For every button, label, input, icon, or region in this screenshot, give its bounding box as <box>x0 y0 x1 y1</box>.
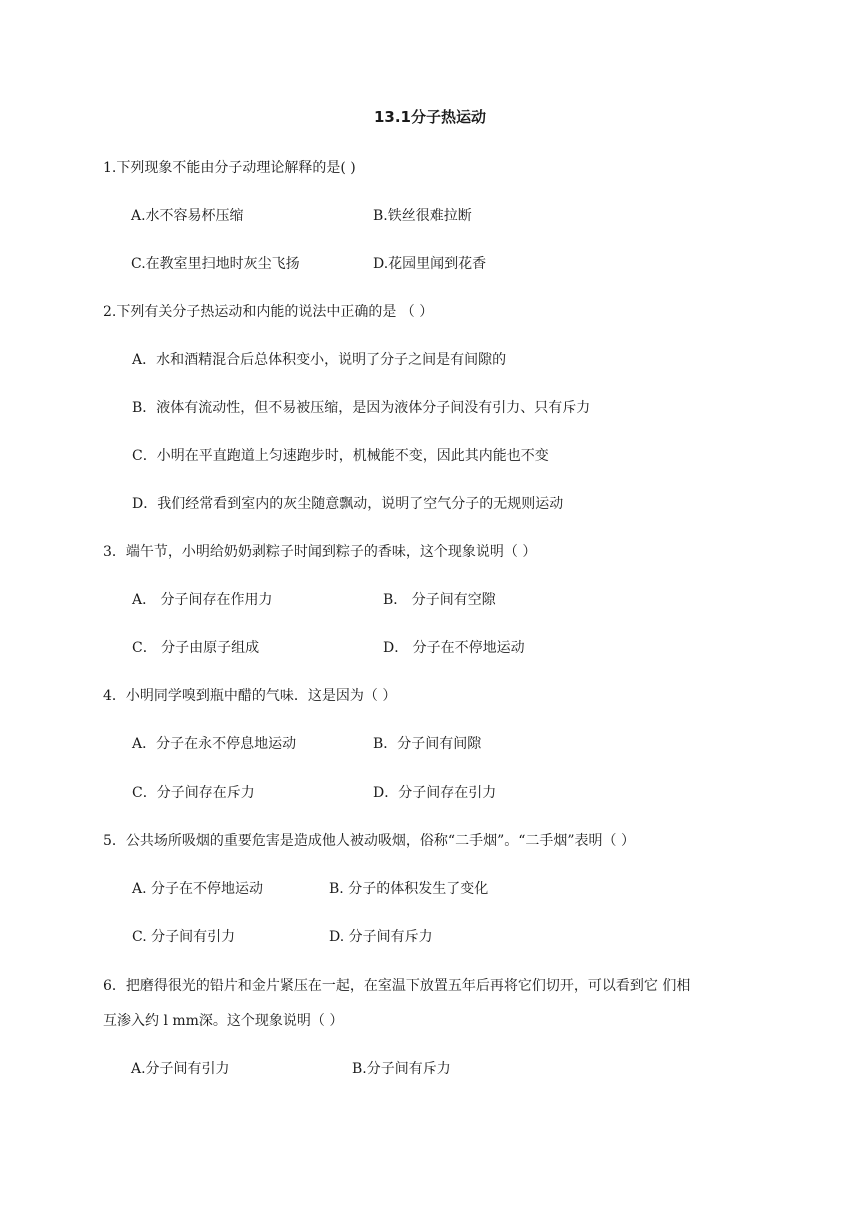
page-title: 13.1分子热运动 <box>373 108 486 126</box>
question-3-option-c: C． 分子由原子组成 <box>132 640 260 656</box>
question-1-option-d: D.花园里闻到花香 <box>373 256 487 272</box>
question-6-option-a: A.分子间有引力 <box>131 1061 230 1077</box>
question-4-option-b: B．分子间有间隙 <box>373 736 482 752</box>
question-5-option-b: B. 分子的体积发生了变化 <box>329 881 489 897</box>
question-1-stem: 1.下列现象不能由分子动理论解释的是( ) <box>103 160 356 176</box>
question-3-option-b: B． 分子间有空隙 <box>383 592 496 608</box>
question-2-option-d: D．我们经常看到室内的灰尘随意飘动，说明了空气分子的无规则运动 <box>132 496 564 512</box>
question-2-option-c: C．小明在平直跑道上匀速跑步时，机械能不变，因此其内能也不变 <box>132 448 549 464</box>
question-6-stem-line-1: 6．把磨得很光的铅片和金片紧压在一起，在室温下放置五年后再将它们切开，可以看到它 们相 <box>103 978 691 994</box>
question-6-stem-line-2: 互渗入约 l mm深。这个现象说明（ ） <box>103 1013 344 1029</box>
question-5-stem: 5．公共场所吸烟的重要危害是造成他人被动吸烟，俗称“二手烟”。“二手烟”表明（ ） <box>103 833 635 849</box>
question-3-option-d: D． 分子在不停地运动 <box>383 640 525 656</box>
question-2-option-b: B．液体有流动性，但不易被压缩，是因为液体分子间没有引力、只有斥力 <box>132 400 591 416</box>
question-4-option-c: C．分子间存在斥力 <box>132 785 255 801</box>
question-5-option-d: D. 分子间有斥力 <box>329 929 433 945</box>
question-5-option-c: C. 分子间有引力 <box>132 929 236 945</box>
question-4-option-d: D．分子间存在引力 <box>373 785 497 801</box>
question-6-option-b: B.分子间有斥力 <box>352 1061 451 1077</box>
question-2-option-a: A．水和酒精混合后总体积变小，说明了分子之间是有间隙的 <box>132 352 507 368</box>
question-3-option-a: A． 分子间存在作用力 <box>132 592 273 608</box>
question-1-option-b: B.铁丝很难拉断 <box>373 208 472 224</box>
question-4-stem: 4．小明同学嗅到瓶中醋的气味．这是因为（ ） <box>103 688 397 704</box>
question-1-option-a: A.水不容易杯压缩 <box>131 208 244 224</box>
question-5-option-a: A. 分子在不停地运动 <box>132 881 264 897</box>
question-4-option-a: A．分子在永不停息地运动 <box>132 736 297 752</box>
question-1-option-c: C.在教室里扫地时灰尘飞扬 <box>131 256 300 272</box>
question-3-stem: 3．端午节，小明给奶奶剥粽子时闻到粽子的香味，这个现象说明（ ） <box>103 544 537 560</box>
question-2-stem: 2.下列有关分子热运动和内能的说法中正确的是 （ ） <box>103 304 434 320</box>
